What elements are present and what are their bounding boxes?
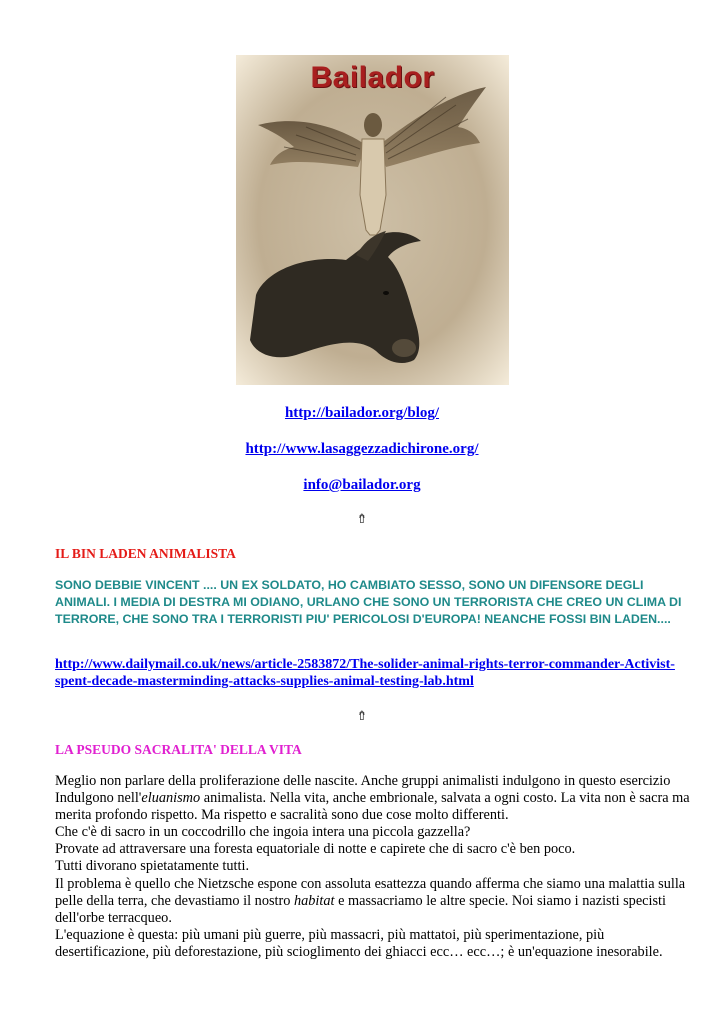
email-link[interactable]: info@bailador.org [303, 477, 421, 493]
paragraph-2: Che c'è di sacro in un coccodrillo che ingoia intera una piccola gazzella? [55, 824, 471, 841]
back-to-top-icon-2[interactable]: ⇮ [356, 708, 368, 723]
article-body [55, 773, 695, 961]
section-heading-bin-laden: IL BIN LADEN ANIMALISTA [55, 546, 236, 561]
dailymail-article-link[interactable]: http://www.dailymail.co.uk/news/article-2583872/The-solider-animal-rights-terror-commander-Activist-spent-decade-masterminding-attacks-supplies-animal-testing-lab.html [55, 657, 675, 689]
paragraph-3: Provate ad attraversare una foresta equatoriale di notte e capirete che di sacro c'è ben poco. [55, 841, 576, 858]
bailador-logo-image [236, 55, 509, 385]
paragraph-5-part-a: Il problema è quello che Nietzsche espone con assoluta esattezza quando afferma che siamo una malattia sulla pelle della terra, che devastiamo il nostro [55, 875, 686, 909]
blog-link[interactable]: http://bailador.org/blog/ [284, 405, 440, 421]
paragraph-1 [55, 773, 695, 824]
paragraph-1-part-b: animalista. Nella vita, anche embrionale, salvata a ogni costo. La vita non è sacra ma merita profondo rispetto. Ma rispetto e sacralità sono due cose molto differenti. [55, 790, 690, 824]
paragraph-4: Tutti divorano spietatamente tutti. [55, 858, 250, 875]
paragraph-5-part-b: e massacriamo le altre specie. Noi siamo i nazisti specisti dell'orbe terracqueo. [55, 892, 667, 926]
winged-figure-on-donkey-icon [236, 55, 509, 385]
quote-block: SONO DEBBIE VINCENT .... UN EX SOLDATO, HO CAMBIATO SESSO, SONO UN DIFENSORE DEGLI ANIMALI. I MEDIA DI DESTRA MI ODIANO, URLANO CHE SONO UN TERRORISTA CHE CREO UN CLIMA DI TERRORE, CHE SONO TRA I TERRORISTI PIU' PERICOLOSI D'EUROPA! NEANCHE FOSSI BIN LADEN.... [55, 578, 682, 626]
paragraph-5 [55, 876, 695, 927]
paragraph-6: L'equazione è questa: più umani più guerre, più massacri, più mattatoi, più sperimentazione, più desertificazione, più deforestazione, più scioglimento dei ghiacci ecc… ecc…; è un'equazione inesorabile. [55, 926, 663, 960]
chirone-link[interactable]: http://www.lasaggezzadichirone.org/ [245, 441, 479, 457]
paragraph-1-emphasis: eluanismo [141, 790, 201, 807]
paragraph-1-part-a: Meglio non parlare della proliferazione delle nascite. Anche gruppi animalisti indulgono in questo esercizio Indulgono nell' [55, 773, 671, 807]
back-to-top-icon[interactable]: ⇮ [356, 511, 368, 526]
paragraph-5-emphasis: habitat [293, 892, 335, 909]
section-heading-sacralita: LA PSEUDO SACRALITA' DELLA VITA [55, 742, 302, 757]
logo-title: Bailador [310, 61, 435, 94]
